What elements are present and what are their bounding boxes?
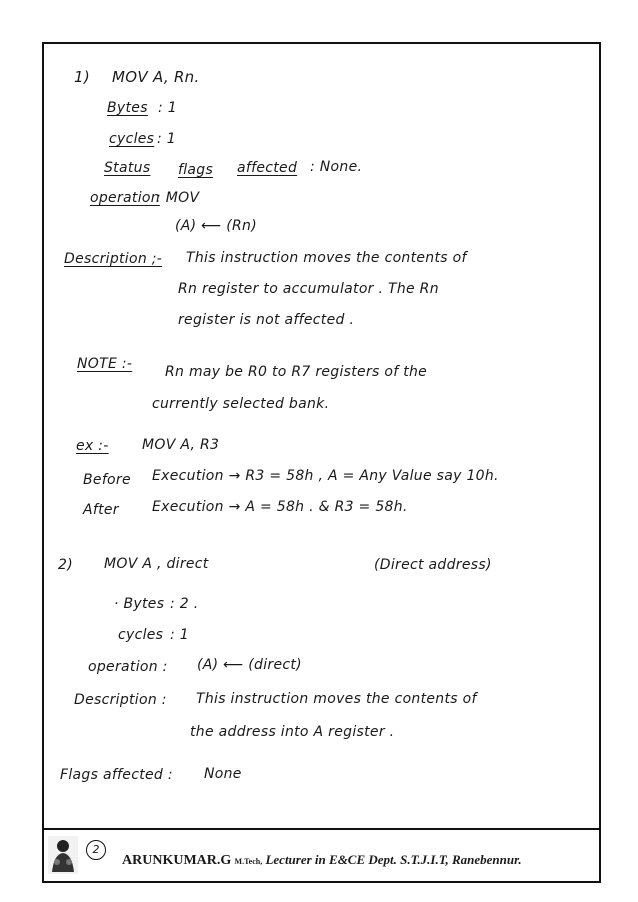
cycles-label: cycles — [118, 627, 164, 643]
operation-value: (A) ⟵ (direct) — [197, 657, 302, 673]
section-number: 1) — [74, 68, 90, 86]
note-line: Rn may be R0 to R7 registers of the — [165, 364, 428, 380]
operation-label: operation : — [88, 659, 168, 675]
description-line: This instruction moves the contents of — [186, 250, 467, 266]
description-line: This instruction moves the contents of — [196, 691, 477, 707]
example-label: ex :- — [76, 438, 109, 454]
operation-expression: (A) ⟵ (Rn) — [175, 218, 257, 234]
operation-label: operation — [90, 190, 160, 206]
footer-divider — [42, 828, 601, 830]
author-logo — [48, 836, 78, 874]
before-label: Before — [83, 472, 131, 488]
flags-value: : None. — [310, 159, 363, 175]
cycles-label: cycles — [109, 131, 155, 147]
description-label: Description ;- — [64, 251, 163, 267]
page-number: 2 — [86, 840, 106, 860]
flags-value: None — [204, 766, 242, 782]
author-degree: M.Tech, — [234, 857, 263, 866]
status-word: Status — [104, 160, 151, 176]
bytes-value: : 2 . — [170, 596, 199, 612]
footer-credit — [122, 852, 522, 869]
affected-word: affected — [237, 160, 298, 176]
author-role: Lecturer in E&CE Dept. S.T.J.I.T, Ranebennur. — [265, 852, 522, 867]
description-line: Rn register to accumulator . The Rn — [178, 281, 439, 297]
bytes-label: · Bytes — [114, 596, 165, 612]
author-name: ARUNKUMAR.G — [122, 853, 232, 868]
section-number: 2) — [58, 557, 73, 573]
before-text: Execution → R3 = 58h , A = Any Value say 10h. — [152, 468, 499, 484]
bytes-label: Bytes — [107, 100, 148, 116]
cycles-value: : 1 — [157, 131, 176, 147]
after-label: After — [83, 502, 119, 518]
note-label: NOTE :- — [77, 356, 133, 372]
description-line: the address into A register . — [190, 724, 395, 740]
description-label: Description : — [74, 692, 167, 708]
flags-label: Flags affected : — [60, 767, 173, 783]
after-text: Execution → A = 58h . & R3 = 58h. — [152, 499, 408, 515]
addressing-mode: (Direct address) — [374, 557, 492, 573]
flags-word: flags — [178, 162, 214, 178]
instruction-title: MOV A , direct — [104, 556, 209, 572]
description-line: register is not affected . — [178, 312, 355, 328]
example-instruction: MOV A, R3 — [142, 437, 220, 453]
bytes-value: : 1 — [158, 100, 177, 116]
cycles-value: : 1 — [170, 627, 189, 643]
operation-value: : MOV — [156, 190, 200, 206]
instruction-title: MOV A, Rn. — [112, 68, 200, 86]
note-line: currently selected bank. — [152, 396, 330, 412]
